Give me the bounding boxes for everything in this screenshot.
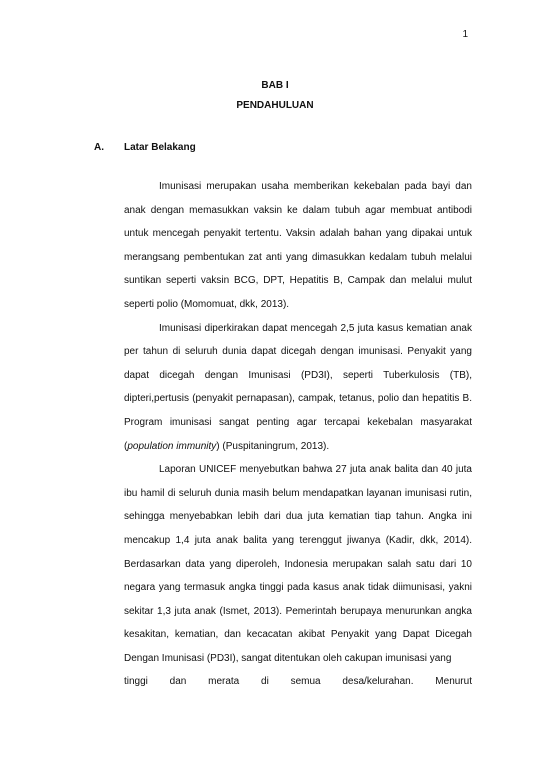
- paragraph-2-text: Imunisasi diperkirakan dapat mencegah 2,5 juta kasus kematian anak per tahun di seluruh dunia dapat dicegah dengan imunisasi. Penyakit yang dapat dicegah dengan Imunisasi (PD3I), seperti Tuberkulosis (TB), dipteri,pertusis (penyakit pernapasan), campak, tetanus, polio dan hepatitis B. Program imunisasi sangat penting agar tercapai kekebalan masyarakat (: [124, 322, 472, 452]
- word: tinggi: [124, 676, 148, 688]
- paragraph-2: [124, 317, 472, 459]
- paragraph-1: Imunisasi merupakan usaha memberikan kekebalan pada bayi dan anak dengan memasukkan vaksin ke dalam tubuh agar membuat antibodi untuk mencegah penyakit tertentu. Vaksin adalah bahan yang dipakai untuk merangsang pembentukan zat anti yang dimasukkan kedalam tubuh melalui suntikan seperti vaksin BCG, DPT, Hepatitis B, Campak dan melalui mulut seperti polio (Momomuat, dkk, 2013).: [124, 181, 472, 310]
- paragraph-2-italic: population immunity: [127, 440, 217, 452]
- word: semua: [290, 676, 321, 688]
- word: merata: [208, 676, 240, 688]
- section-letter: A.: [94, 142, 104, 153]
- word: desa/kelurahan.: [342, 676, 414, 688]
- word: dan: [169, 676, 187, 688]
- chapter-title: PENDAHULUAN: [236, 100, 314, 111]
- chapter-number: BAB I: [261, 80, 289, 91]
- word: di: [261, 676, 269, 688]
- paragraph-3: Laporan UNICEF menyebutkan bahwa 27 juta anak balita dan 40 juta ibu hamil di seluruh dunia masih belum mendapatkan layanan imunisasi rutin, sehingga menyebabkan lebih dari dua juta kematian tiap tahun. Angka ini mencakup 1,4 juta anak balita yang terenggut jiwanya (Kadir, dkk, 2014). Berdasarkan data yang diperoleh, Indonesia merupakan salah satu dari 10 negara yang termasuk angka tinggi pada kasus anak tidak diimunisasi, yakni sekitar 1,3 juta anak (Ismet, 2013). Pemerintah berupaya menurunkan angka kesakitan, kematian, dan kecacatan akibat Penyakit yang Dapat Dicegah Dengan Imunisasi (PD3I), sangat ditentukan oleh cakupan imunisasi yang: [124, 464, 472, 664]
- paragraph-3-last-line: [124, 670, 472, 694]
- page-number: 1: [462, 29, 468, 40]
- section-heading: [94, 142, 196, 153]
- paragraph-2-citation: ) (Puspitaningrum, 2013).: [216, 440, 330, 452]
- section-title: Latar Belakang: [124, 142, 196, 153]
- word: Menurut: [435, 676, 472, 688]
- body-text: [124, 175, 472, 694]
